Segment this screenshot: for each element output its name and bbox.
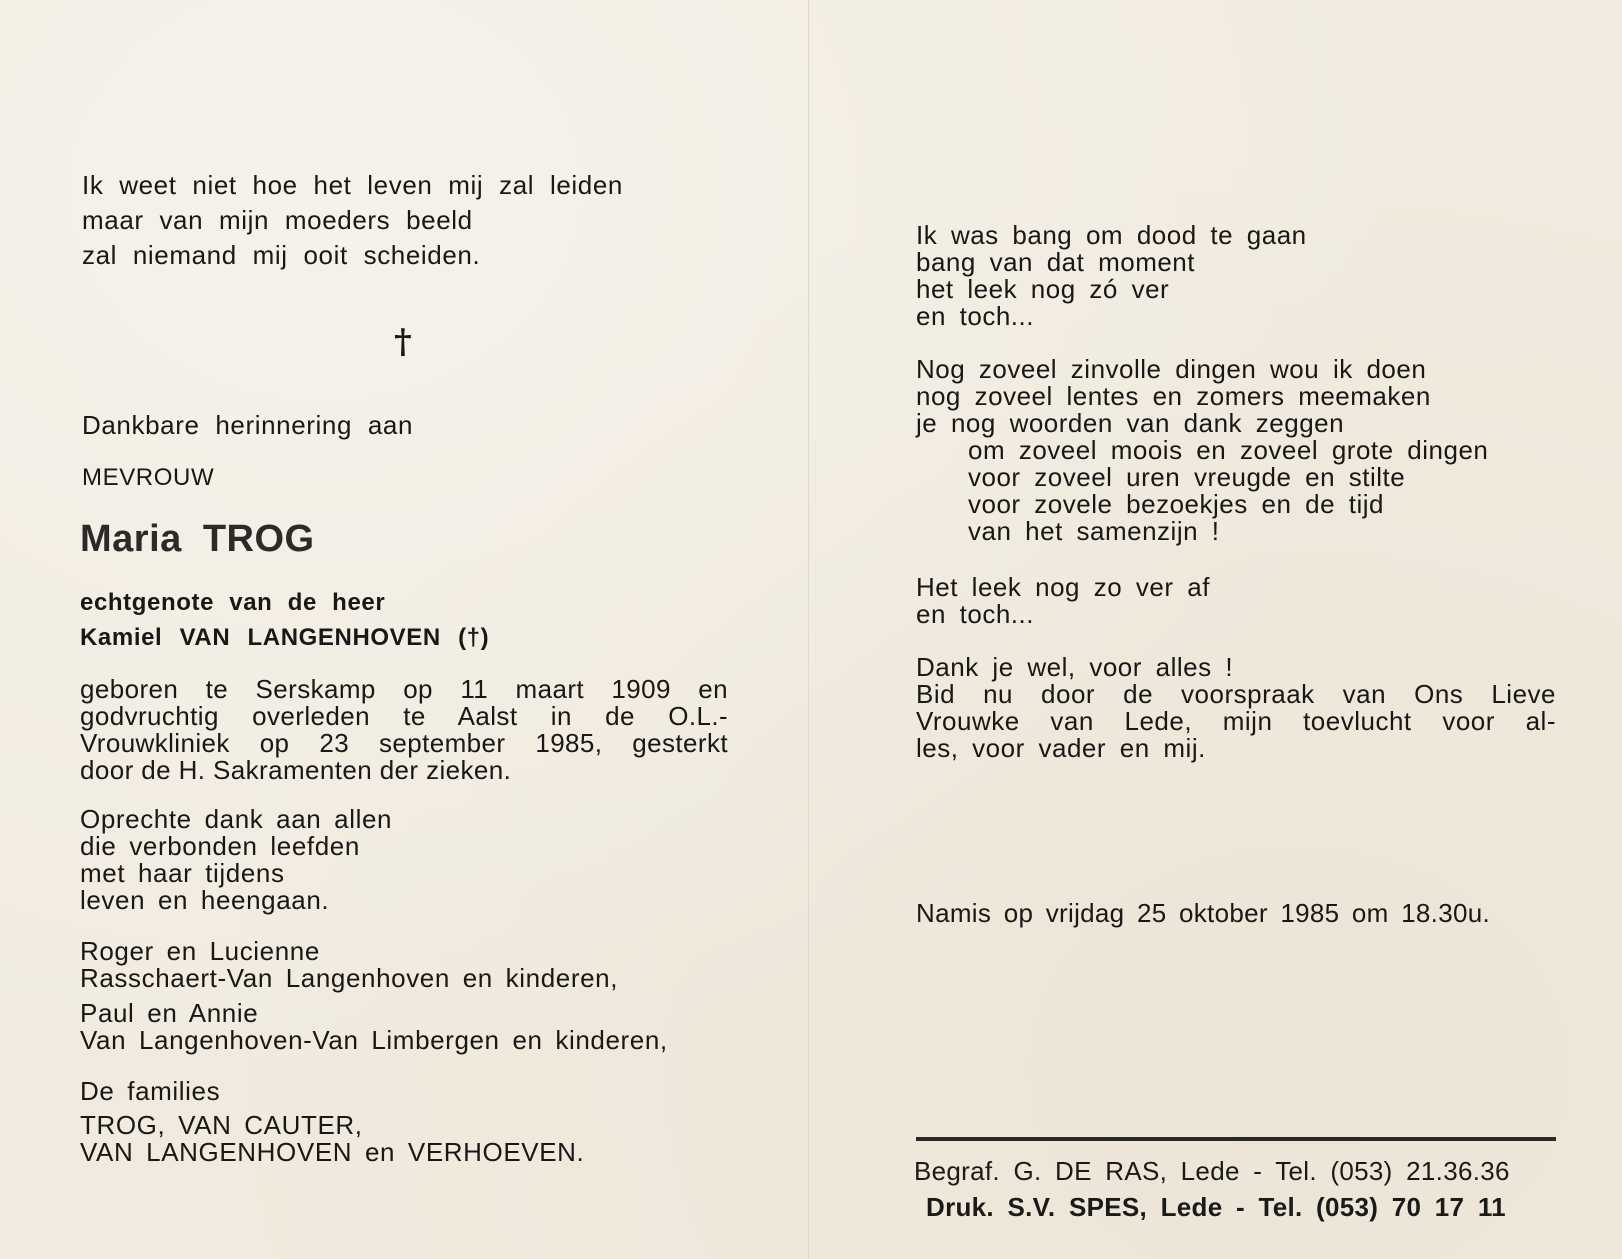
verse-line: Ik weet niet hoe het leven mij zal leiden: [82, 170, 623, 200]
title-mevrouw: MEVROUW: [82, 464, 215, 491]
poem-line-indented: voor zovele bezoekjes en de tijd: [968, 489, 1385, 519]
cross-icon: †: [394, 322, 412, 362]
poem-line: Nog zoveel zinvolle dingen wou ik doen: [916, 354, 1427, 384]
deceased-name: Maria TROG: [80, 518, 315, 560]
thanks-text: [80, 806, 392, 914]
family-line: Paul en Annie: [80, 998, 259, 1028]
poem-line: en toch...: [916, 301, 1034, 331]
opening-verse: [82, 168, 623, 273]
thanks-line: leven en heengaan.: [80, 885, 330, 915]
biography-line: geboren te Serskamp op 11 maart 1909 en: [80, 674, 728, 704]
poem-stanza-1: [916, 222, 1307, 330]
poem-line: je nog woorden van dank zeggen: [916, 408, 1345, 438]
verse-line: maar van mijn moeders beeld: [82, 205, 473, 235]
family-line: Van Langenhoven-Van Limbergen en kinderen,: [80, 1025, 668, 1055]
printer-imprint: Druk. S.V. SPES, Lede - Tel. (053) 70 17 11: [926, 1192, 1506, 1222]
families-line: VAN LANGENHOVEN en VERHOEVEN.: [80, 1137, 585, 1167]
family-line: Rasschaert-Van Langenhoven en kinderen,: [80, 963, 619, 993]
poem-stanza-3: [916, 574, 1210, 628]
families-list: [80, 1112, 584, 1166]
spouse-name: Kamiel VAN LANGENHOVEN (†): [80, 624, 490, 651]
families-line: TROG, VAN CAUTER,: [80, 1110, 363, 1140]
family-entry-1: [80, 938, 618, 992]
poem-stanza-2: [916, 356, 1488, 545]
poem-stanza-4: [916, 654, 1556, 762]
biography-line: door de H. Sakramenten der zieken.: [80, 755, 512, 785]
thanks-line: die verbonden leefden: [80, 831, 360, 861]
poem-line: bang van dat moment: [916, 247, 1195, 277]
thanks-line: Oprechte dank aan allen: [80, 804, 393, 834]
family-entry-2: [80, 1000, 668, 1054]
biography-line: Vrouwkliniek op 23 september 1985, gesterkt: [80, 728, 728, 758]
poem-line-indented: van het samenzijn !: [968, 516, 1220, 546]
undertaker-imprint: Begraf. G. DE RAS, Lede - Tel. (053) 21.36.36: [914, 1156, 1510, 1186]
divider-rule: [916, 1137, 1556, 1141]
spouse-label: echtgenote van de heer: [80, 589, 386, 616]
families-label: De families: [80, 1076, 221, 1106]
poem-line-indented: om zoveel moois en zoveel grote dingen: [968, 435, 1489, 465]
poem-line: Vrouwke van Lede, mijn toevlucht voor al-: [916, 706, 1556, 736]
family-line: Roger en Lucienne: [80, 936, 320, 966]
left-page: [0, 0, 808, 1259]
poem-line: les, voor vader en mij.: [916, 733, 1206, 763]
poem-line-indented: voor zoveel uren vreugde en stilte: [968, 462, 1406, 492]
poem-line: Dank je wel, voor alles !: [916, 652, 1234, 682]
thanks-line: met haar tijdens: [80, 858, 285, 888]
poem-line: Ik was bang om dood te gaan: [916, 220, 1307, 250]
biography-line: godvruchtig overleden te Aalst in de O.L.-: [80, 701, 728, 731]
poem-line: Bid nu door de voorspraak van Ons Lieve: [916, 679, 1556, 709]
poem-line: en toch...: [916, 599, 1034, 629]
poem-line: Het leek nog zo ver af: [916, 572, 1210, 602]
poem-line: het leek nog zó ver: [916, 274, 1170, 304]
biography: [80, 676, 728, 784]
verse-line: zal niemand mij ooit scheiden.: [82, 240, 481, 270]
remembrance-heading: Dankbare herinnering aan: [82, 410, 414, 440]
service-note: Namis op vrijdag 25 oktober 1985 om 18.30u.: [916, 898, 1490, 928]
right-page: [810, 0, 1622, 1259]
poem-line: nog zoveel lentes en zomers meemaken: [916, 381, 1431, 411]
